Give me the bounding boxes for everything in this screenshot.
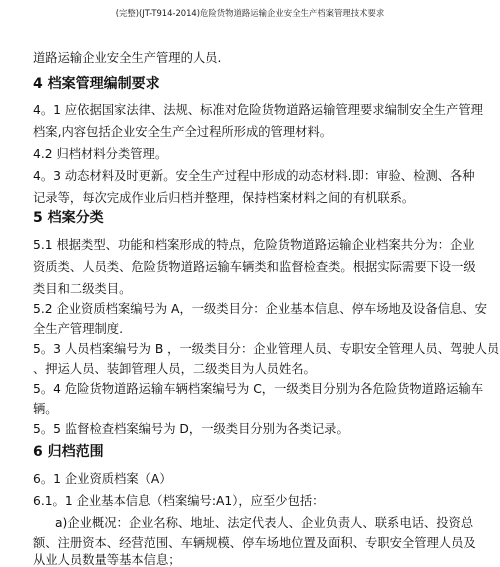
body-line: 4。3 动态材料及时更新。安全生产过程中形成的动态材料.即：审验、检测、各种 <box>33 169 475 183</box>
body-line: 辆。 <box>33 402 58 416</box>
body-line: 额、注册资本、经营范围、车辆规模、停车场地位置及面积、专职安全管理人员及 <box>33 536 476 550</box>
page-header: (完整)(JT-T914-2014)危险货物道路运输企业安全生产档案管理技术要求 <box>115 8 385 18</box>
body-line: 从业人员数量等基本信息； <box>33 553 181 567</box>
body-line: 4.2 归档材料分类管理。 <box>33 147 168 161</box>
body-line: 5.1 根据类型、功能和档案形成的特点，危险货物道路运输企业档案共分为：企业 <box>33 238 475 252</box>
body-line: 资质类、人员类、危险货物道路运输车辆类和监督检查类。根据实际需要下设一级 <box>33 260 476 274</box>
body-line: 档案,内容包括企业安全生产全过程所形成的管理材料。 <box>33 125 333 139</box>
body-line: a)企业概况：企业名称、地址、法定代表人、企业负责人、联系电话、投资总 <box>55 516 474 530</box>
body-line: 记录等，每次完成作业后归档并整理，保持档案材料之间的有机联系。 <box>33 191 415 205</box>
body-line: 全生产管理制度. <box>33 322 123 336</box>
body-line: 5.2 企业资质档案编号为 A，一级类目分：企业基本信息、停车场地及设备信息、安 <box>33 302 487 316</box>
body-line: 5。3 人员档案编号为 B ，一级类目分：企业管理人员、专职安全管理人员、驾驶人员 <box>33 342 500 356</box>
section-heading-5: 5 档案分类 <box>33 210 104 226</box>
body-line: 6。1 企业资质档案（A） <box>33 472 172 486</box>
body-line: 5。4 危险货物道路运输车辆档案编号为 C，一级类目分别为各危险货物道路运输车 <box>33 382 484 396</box>
body-line: 、押运人员、装卸管理人员，二级类目为人员姓名。 <box>33 362 316 376</box>
body-line: 类目和二级类目。 <box>33 282 132 296</box>
section-heading-6: 6 归档范围 <box>33 444 104 460</box>
body-line: 4。1 应依据国家法律、法规、标准对危险货物道路运输管理要求编制安全生产管理 <box>33 103 483 117</box>
section-heading-4: 4 档案管理编制要求 <box>33 76 160 92</box>
body-line: 5。5 监督检查档案编号为 D，一级类目分别为各类记录。 <box>33 422 349 436</box>
body-line: 6.1。1 企业基本信息（档案编号:A1），应至少包括： <box>33 494 325 508</box>
body-line: 道路运输企业安全生产管理的人员. <box>33 51 222 65</box>
